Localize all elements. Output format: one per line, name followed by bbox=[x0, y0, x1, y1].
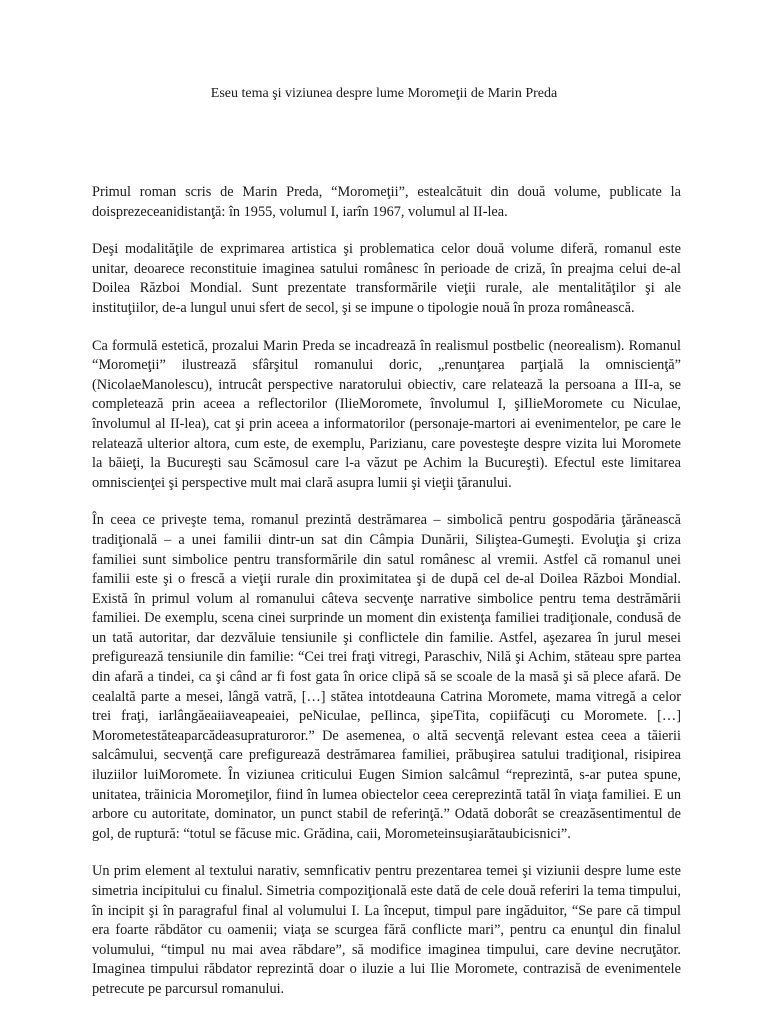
paragraph-aesthetic: Ca formulă estetică, prozalui Marin Preda se incadrează în realismul postbelic (neorealism). Romanul “Moromeţii” ilustrează sfârşitul romanului doric, „renunţarea parţială la omniscienţă” (NicolaeManolescu), intrucât perspective naratorului obiectiv, care relatează la persoana a III-a, se completează prin aceea a reflectorilor (IlieMoromete, învolumul I, şiIlieMoromete cu Niculae, învolumul al II-lea), cat şi prin aceea a informatorilor (personaje-martori ai evenimentelor, pe care le relatează ulterior altora, cum este, de exemplu, Parizianu, care povesteşte despre vizita lui Moromete la băieţi, la Bucureşti sau Scămosul care l-a văzut pe Achim la Bucureşti). Efectul este limitarea omniscienţei şi perspective mult mai clară asupra lumii şi vieţii ţăranului. bbox=[92, 337, 681, 491]
paragraph-symmetry: Un prim element al textului narativ, semnficativ pentru prezentarea temei şi viziunii despre lume este simetria incipitului cu finalul. Simetria compoziţională este dată de cele două referiri la tema timpului, în incipit şi în paragraful final al volumului I. La început, timpul pare ingăduitor, “Se pare că timpul era foarte răbdător cu oamenii; viaţa se scurgea fără conflicte mari”, pentru ca enunţul din finalul volumului, “timpul nu mai avea răbdare”, să modifice imaginea timpului, care devine necruţător. Imaginea timpului răbdator reprezintă doar o iluzie a lui Ilie Moromete, contrazisă de evenimentele petrecute pe parcursul romanului. bbox=[92, 863, 681, 997]
paragraph-theme: În ceea ce priveşte tema, romanul prezintă destrămarea – simbolică pentru gospodăria ţărănească tradiţională – a unei familii dintr-un sat din Câmpia Dunării, Siliştea-Gumeşti. Evoluţia şi criza familiei sunt simbolice pentru transformările din satul românesc al vremii. Astfel că romanul unei familii este şi o frescă a vieţii rurale din proximitatea şi de după cel de-al Doilea Război Mondial. Există în primul volum al romanului câteva secvenţe narrative simbolice pentru tema destrămării familiei. De exemplu, scena cinei surprinde un moment din existenţa familiei tradiţionale, condusă de un tată autoritar, dar dezvăluie tensiunile şi conflictele din familie. Astfel, aşezarea în jurul mesei prefigurează tensiunile din familie: “Cei trei fraţi vitregi, Paraschiv, Nilă şi Achim, stăteau spre partea din afară a tindei, ca şi când ar fi fost gata în orice clipă să se scoale de la masă şi să plece afară. De cealaltă parte a mesei, lângă vatră, […] stătea intotdeauna Catrina Moromete, mama vitregă a celor trei fraţi, iarlângăeaiiaveapeaiei, peNiculae, peIlinca, şipeTita, copiifăcuţi cu Moromete. […] Morometestăteaparcădeasupraturoror.” De asemenea, o altă secvenţă relevant estea ceea a tăierii salcâmului, secvenţă care prefigurează destrămarea familiei, prăbuşirea satului tradiţional, risipirea iluziilor luiMoromete. În viziunea criticului Eugen Simion salcâmul “reprezintă, s-ar putea spune, unitatea, trăinicia Moromeţilor, fiind în lumea obiectelor ceea cereprezintă tatăl în viaţa familiei. E un arbore cu autoritate, dominator, un punct stabil de referinţă.” Odată doborât se creazăsentimentul de gol, de ruptură: “totul se făcuse mic. Grădina, caii, Morometeinsuşiarătaubicisnici”. bbox=[92, 512, 681, 842]
document-title: Eseu tema şi viziunea despre lume Moromeţii de Marin Preda bbox=[210, 86, 558, 101]
document-body bbox=[92, 183, 681, 1018]
paragraph-intro: Primul roman scris de Marin Preda, “Moromeţii”, estealcătuit din două volume, publicate la doisprezeceanidistanţă: în 1955, volumul I, iarîn 1967, volumul al II-lea. bbox=[92, 184, 681, 220]
paragraph-unity: Deşi modalităţile de exprimarea artistica şi problematica celor două volume diferă, romanul este unitar, deoarece reconstituie imaginea satului românesc în perioade de criză, în preajma celui de-al Doilea Război Mondial. Sunt prezentate transformările vieţii rurale, ale mentalităţilor şi ale instituţiilor, de-a lungul unui sfert de secol, şi se impune o tipologie nouă în proza românească. bbox=[92, 241, 681, 316]
